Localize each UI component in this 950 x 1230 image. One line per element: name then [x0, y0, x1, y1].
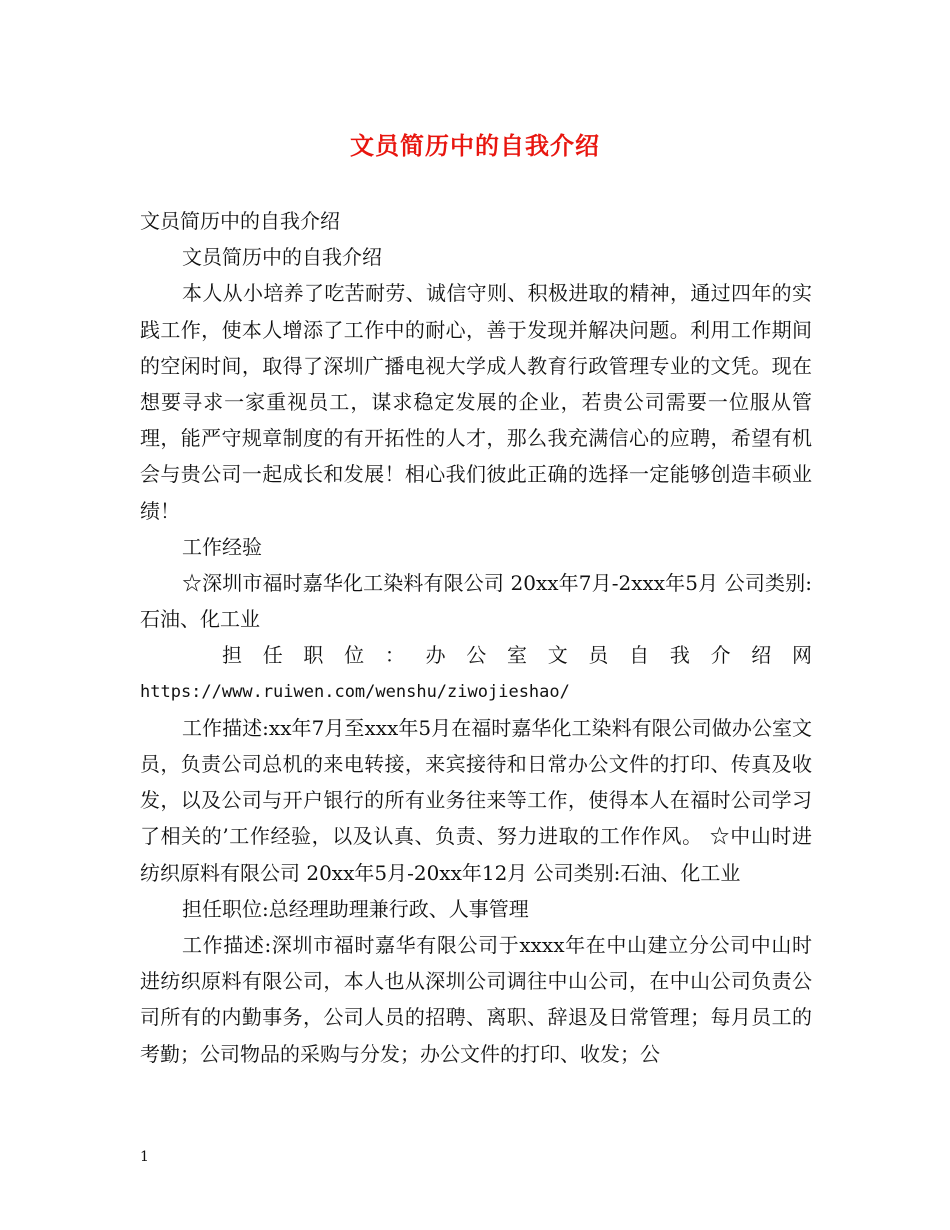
document-title: 文员简历中的自我介绍 — [350, 131, 600, 160]
page-number: 1 — [140, 1149, 149, 1165]
paragraph-heading: 文员简历中的自我介绍 — [140, 209, 340, 233]
paragraph-job-description-1: 工作描述:xx年7月至xxx年5月在福时嘉华化工染料有限公司做办公室文员，负责公司总机的来电转接，来宾接待和日常办公文件的打印、传真及收发，以及公司与开户银行的所有业务往来等工作，使得本人在福时公司学习了相关的’工作经验，以及认真、负责、努力进取的工作作风。 ☆中山时进纺织原料有限公司 20xx年5月-20xx年12月 公司类别:石油、化工业 — [140, 715, 812, 885]
paragraph-introduction: 本人从小培养了吃苦耐劳、诚信守则、积极进取的精神，通过四年的实践工作，使本人增添了工作中的耐心，善于发现并解决问题。利用工作期间的空闲时间，取得了深圳广播电视大学成人教育行政管理专业的文凭。现在想要寻求一家重视员工，谋求稳定发展的企业，若贵公司需要一位服从管理，能严守规章制度的有开拓性的人才，那么我充满信心的应聘，希望有机会与贵公司一起成长和发展！相心我们彼此正确的选择一定能够创造丰硕业绩！ — [140, 281, 812, 523]
paragraph-company-1: ☆深圳市福时嘉华化工染料有限公司 20xx年7月-2xxx年5月 公司类别:石油、化工业 — [140, 571, 812, 632]
document-body — [140, 203, 812, 1072]
paragraph-position-2: 担任职位:总经理助理兼行政、人事管理 — [182, 896, 529, 921]
paragraph-subheading: 文员简历中的自我介绍 — [182, 245, 382, 270]
paragraph-job-description-2: 工作描述:深圳市福时嘉华有限公司于xxxx年在中山建立分公司中山时进纺织原料有限公司，本人也从深圳公司调往中山公司，在中山公司负责公司所有的内勤事务，公司人员的招聘、离职、辞退及日常管理；每月员工的考勤；公司物品的采购与分发；办公文件的打印、收发；公 — [140, 933, 812, 1066]
paragraph-work-experience-heading: 工作经验 — [182, 534, 262, 559]
paragraph-url: https://www.ruiwen.com/wenshu/ziwojieshao/ — [140, 681, 570, 702]
paragraph-position-1: 担任职位：办公室文员自我介绍网 — [222, 643, 812, 668]
